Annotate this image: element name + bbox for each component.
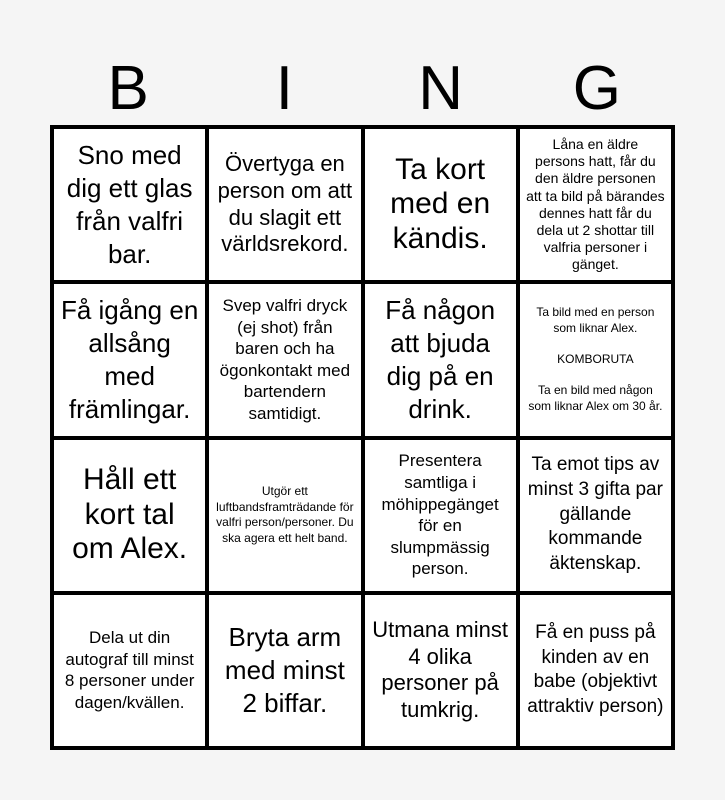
bingo-board xyxy=(50,125,675,750)
bingo-cell[interactable]: Håll ett kort tal om Alex. xyxy=(54,440,205,591)
bingo-cell[interactable]: Övertyga en person om att du slagit ett världsrekord. xyxy=(209,129,360,280)
header-letter-g: G xyxy=(572,53,621,123)
header-letter-i: I xyxy=(275,53,293,123)
bingo-cell[interactable]: Ta bild med en person som liknar Alex. KOMBORUTA Ta en bild med någon som liknar Alex om 30 år. xyxy=(520,284,671,435)
bingo-cell[interactable]: Presentera samtliga i möhippegänget för en slumpmässig person. xyxy=(365,440,516,591)
bingo-cell[interactable]: Låna en äldre persons hatt, får du den äldre personen att ta bild på bärandes dennes hatt får du dela ut 2 shottar till valfria personer i gänget. xyxy=(520,129,671,280)
bingo-cell[interactable]: Svep valfri dryck (ej shot) från baren och ha ögonkontakt med bartendern samtidigt. xyxy=(209,284,360,435)
bingo-cell[interactable]: Sno med dig ett glas från valfri bar. xyxy=(54,129,205,280)
bingo-header xyxy=(50,52,675,124)
bingo-cell[interactable]: Dela ut din autograf till minst 8 personer under dagen/kvällen. xyxy=(54,595,205,746)
bingo-cell[interactable]: Få igång en allsång med främlingar. xyxy=(54,284,205,435)
bingo-cell[interactable]: Ta kort med en kändis. xyxy=(365,129,516,280)
bingo-cell[interactable]: Utgör ett luftbandsframträdande för valfri person/personer. Du ska agera ett helt band. xyxy=(209,440,360,591)
bingo-cell[interactable]: Få någon att bjuda dig på en drink. xyxy=(365,284,516,435)
header-letter-b: B xyxy=(107,53,149,123)
header-letter-n: N xyxy=(418,53,464,123)
bingo-cell[interactable]: Ta emot tips av minst 3 gifta par gällande kommande äktenskap. xyxy=(520,440,671,591)
bingo-cell[interactable]: Bryta arm med minst 2 biffar. xyxy=(209,595,360,746)
bingo-cell[interactable]: Få en puss på kinden av en babe (objektivt attraktiv person) xyxy=(520,595,671,746)
bingo-cell[interactable]: Utmana minst 4 olika personer på tumkrig. xyxy=(365,595,516,746)
